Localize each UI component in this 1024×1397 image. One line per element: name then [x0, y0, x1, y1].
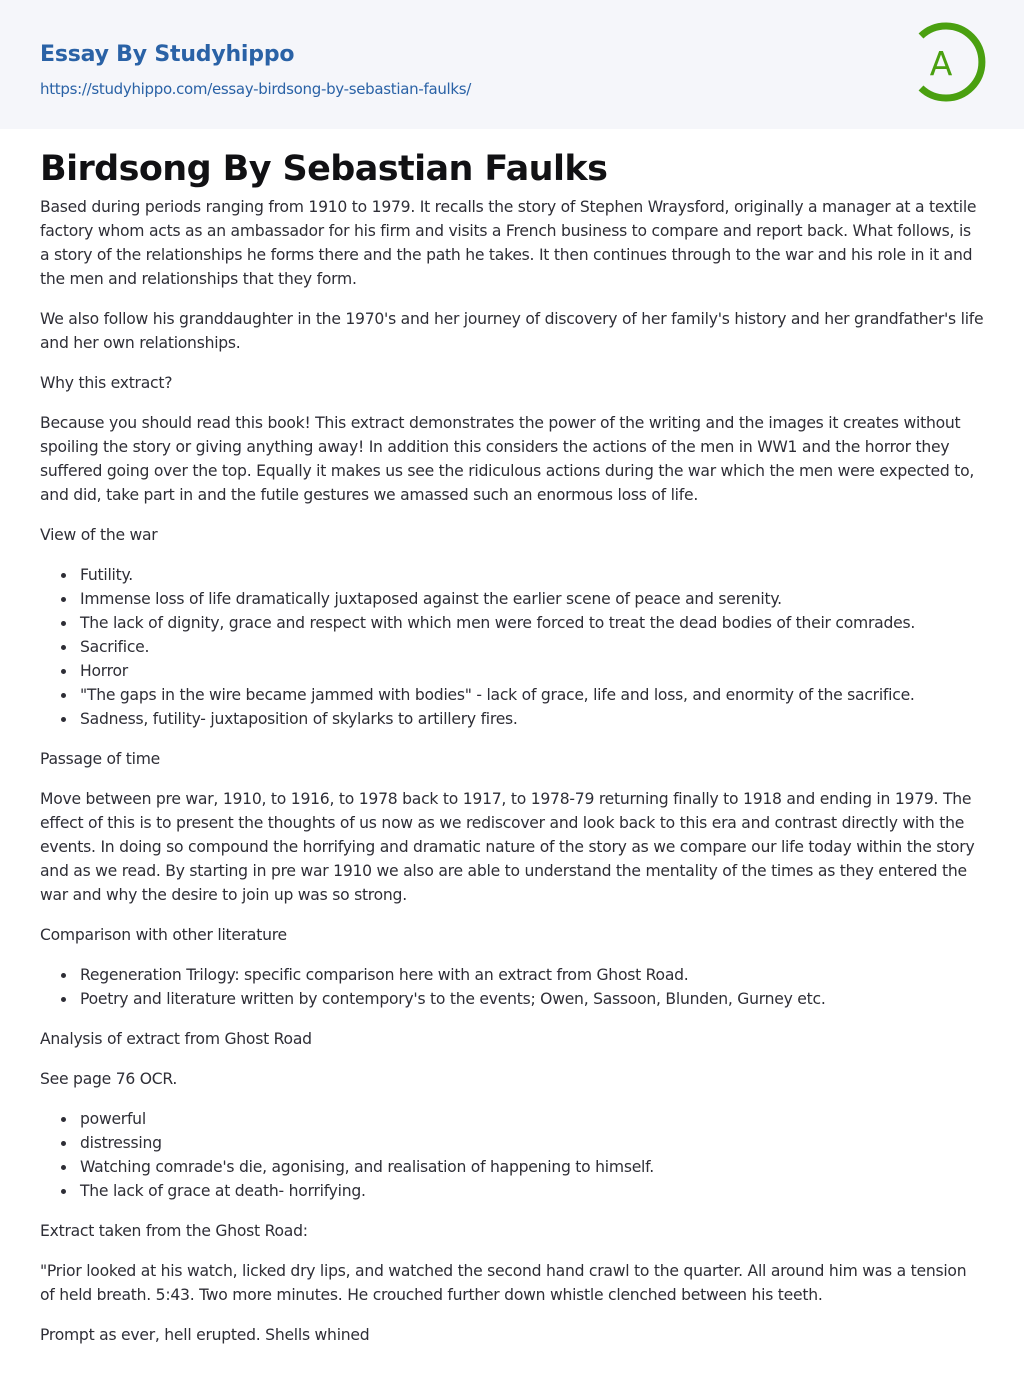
site-brand[interactable]: Essay By Studyhippo	[40, 42, 295, 67]
list-item: "The gaps in the wire became jammed with bodies" - lack of grace, life and loss, and enormity of the sacrifice.	[80, 683, 984, 707]
section-heading-comparison: Comparison with other literature	[40, 926, 287, 944]
article-body	[0, 129, 1024, 1347]
list-item: distressing	[80, 1131, 984, 1155]
section-heading-passage: Passage of time	[40, 750, 160, 768]
list-item: Poetry and literature written by contempory's to the events; Owen, Sassoon, Blunden, Gurney etc.	[80, 987, 984, 1011]
list-item: Regeneration Trilogy: specific comparison here with an extract from Ghost Road.	[80, 963, 984, 987]
list-item: Sadness, futility- juxtaposition of skylarks to artillery fires.	[80, 707, 984, 731]
list-item: powerful	[80, 1107, 984, 1131]
article-title: Birdsong By Sebastian Faulks	[40, 149, 608, 189]
section-heading-why: Why this extract?	[40, 374, 173, 392]
analysis-list	[40, 1107, 984, 1203]
list-item: Horror	[80, 659, 984, 683]
list-item: Futility.	[80, 563, 984, 587]
list-item: The lack of grace at death- horrifying.	[80, 1179, 984, 1203]
page-url-link[interactable]: https://studyhippo.com/essay-birdsong-by-sebastian-faulks/	[40, 80, 472, 98]
section-heading-analysis: Analysis of extract from Ghost Road	[40, 1030, 312, 1048]
list-item: Watching comrade's die, agonising, and realisation of happening to himself.	[80, 1155, 984, 1179]
why-paragraph: Because you should read this book! This extract demonstrates the power of the writing and the images it creates without spoiling the story or giving anything away! In addition this considers the actions of the men in WW1 and the horror they suffered going over the top. Equally it makes us see the ridiculous actions during the war which the men were expected to, and did, take part in and the futile gestures we amassed such an enormous loss of life.	[40, 414, 975, 504]
section-heading-extract: Extract taken from the Ghost Road:	[40, 1222, 308, 1240]
granddaughter-paragraph: We also follow his granddaughter in the 1970's and her journey of discovery of her family's history and her grandfather's life and her own relationships.	[40, 310, 984, 352]
list-item: Sacrifice.	[80, 635, 984, 659]
extract-paragraph-1: "Prior looked at his watch, licked dry lips, and watched the second hand crawl to the quarter. All around him was a tension of held breath. 5:43. Two more minutes. He crouched further down whistle clenched between his teeth.	[40, 1262, 967, 1304]
view-of-war-list	[40, 563, 984, 731]
section-heading-view: View of the war	[40, 526, 158, 544]
list-item: Immense loss of life dramatically juxtaposed against the earlier scene of peace and serenity.	[80, 587, 984, 611]
passage-paragraph: Move between pre war, 1910, to 1916, to 1978 back to 1917, to 1978-79 returning finally to 1918 and ending in 1979. The effect of this is to present the thoughts of us now as we rediscover and look back to this era and contrast directly with the events. In doing so compound the horrifying and dramatic nature of the story as we compare our life today within the story and as we read. By starting in pre war 1910 we also are able to understand the mentality of the times as they entered the war and why the desire to join up was so strong.	[40, 790, 975, 904]
intro-paragraph: Based during periods ranging from 1910 to 1979. It recalls the story of Stephen Wraysford, originally a manager at a textile factory whom acts as an ambassador for his firm and visits a French business to compare and report back. What follows, is a story of the relationships he forms there and the path he takes. It then continues through to the war and his role in it and the men and relationships that they form.	[40, 198, 977, 288]
extract-paragraph-2: Prompt as ever, hell erupted. Shells whined	[40, 1326, 370, 1344]
list-item: The lack of dignity, grace and respect with which men were forced to treat the dead bodies of their comrades.	[80, 611, 984, 635]
comparison-list	[40, 963, 984, 1011]
see-page-paragraph: See page 76 OCR.	[40, 1070, 178, 1088]
site-header	[0, 0, 1024, 129]
logo-letter: A	[929, 44, 953, 83]
studyhippo-logo-icon[interactable]	[908, 18, 990, 106]
